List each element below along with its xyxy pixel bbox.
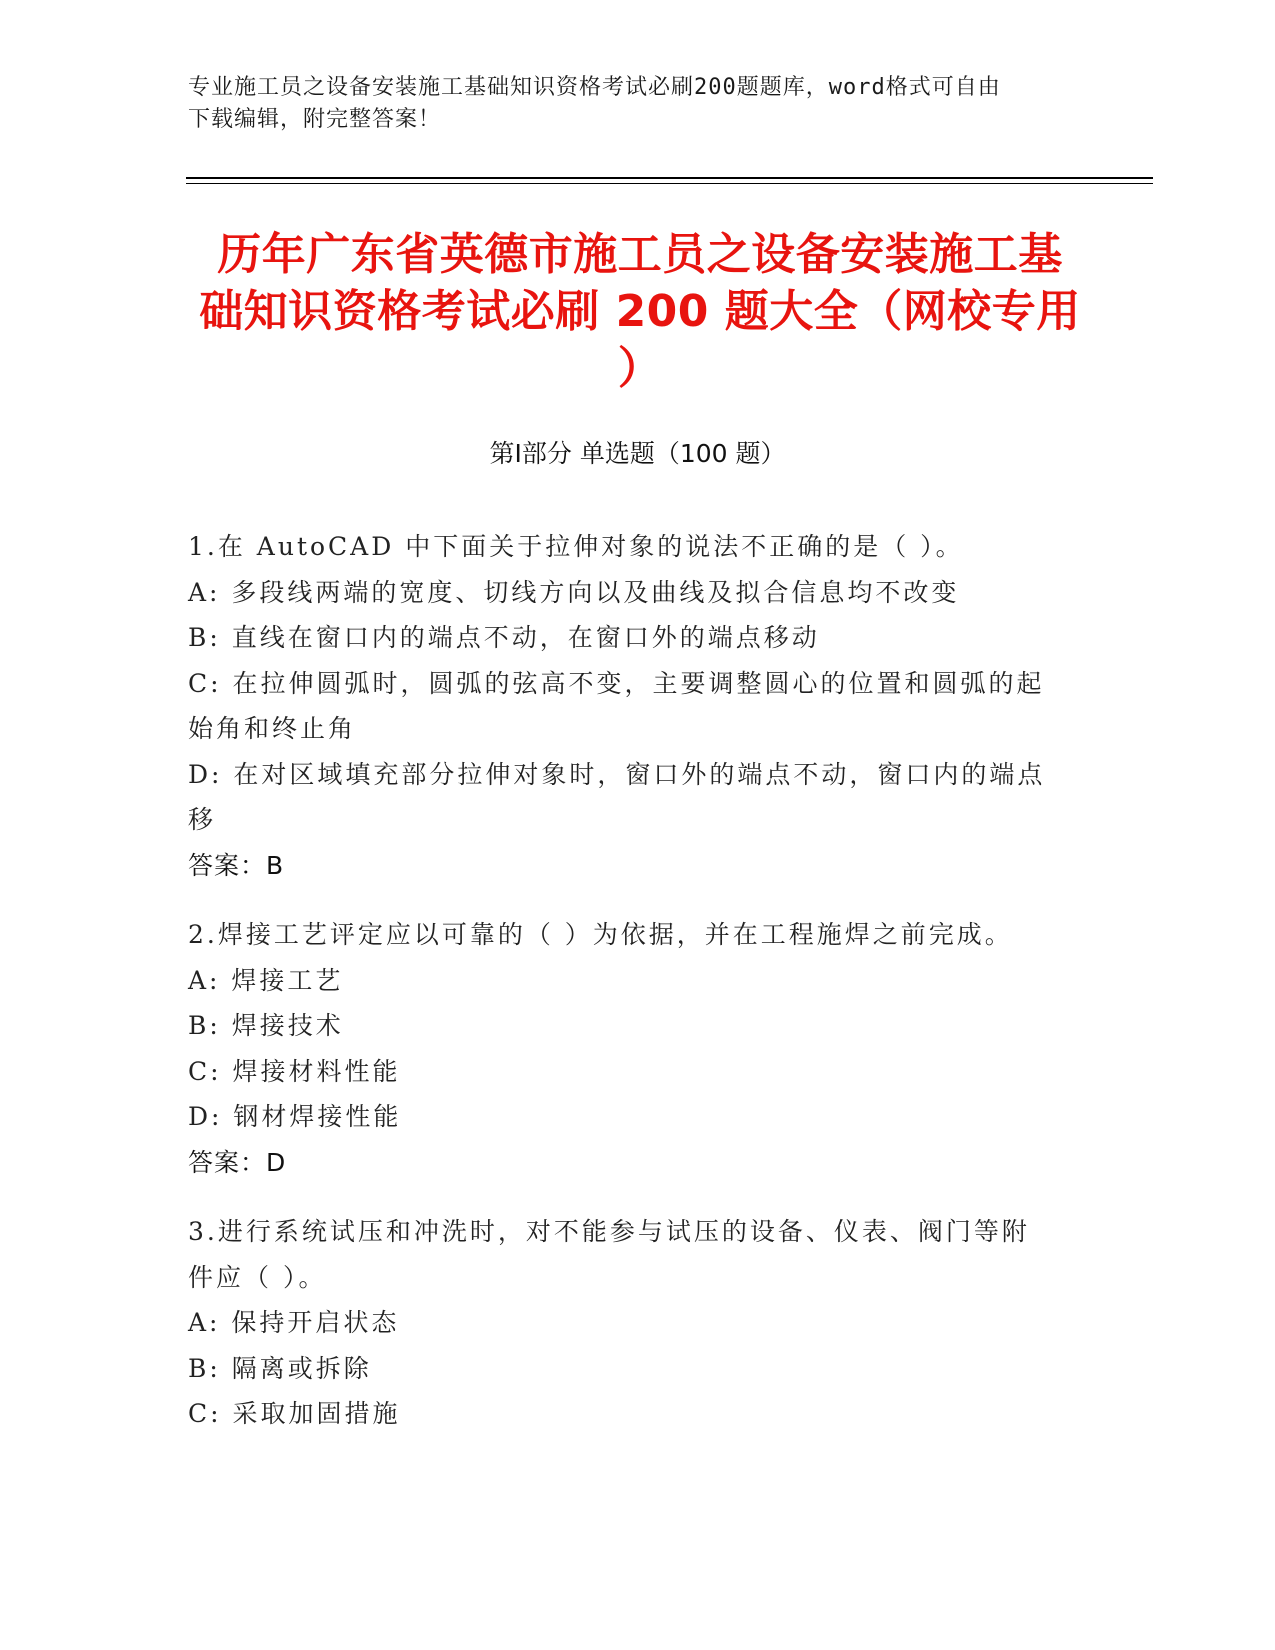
option-c: C: 采取加固措施 <box>188 1399 401 1428</box>
header-divider-thick <box>186 177 1153 179</box>
header-note <box>188 72 1068 136</box>
option-b: B: 隔离或拆除 <box>188 1353 372 1383</box>
header-note-line: 专业施工员之设备安装施工基础知识资格考试必刷200题题库，word格式可自由 <box>188 75 1001 100</box>
title-line: 础知识资格考试必刷 200 题大全（网校专用 <box>199 286 1081 337</box>
question-stem-continued: 件应（ ）。 <box>188 1262 327 1292</box>
option-a: A: 焊接工艺 <box>188 965 344 995</box>
answer-label: 答案：D <box>188 1147 287 1177</box>
option-c-continued: 始角和终止角 <box>188 714 357 743</box>
document-title <box>190 226 1090 397</box>
question-stem: 3.进行系统试压和冲洗时，对不能参与试压的设备、仪表、阀门等附 <box>188 1217 1030 1246</box>
option-c: C: 焊接材料性能 <box>188 1056 401 1086</box>
title-line: ） <box>617 343 663 394</box>
option-a: A: 多段线两端的宽度、切线方向以及曲线及拟合信息均不改变 <box>188 577 960 607</box>
option-b: B: 焊接技术 <box>188 1011 344 1040</box>
question-3 <box>188 1209 1088 1437</box>
question-list <box>188 524 1088 1461</box>
option-d-continued: 移 <box>188 805 217 834</box>
option-b: B: 直线在窗口内的端点不动，在窗口外的端点移动 <box>188 623 820 652</box>
question-stem: 1.在 AutoCAD 中下面关于拉伸对象的说法不正确的是（ ）。 <box>188 532 964 561</box>
question-2 <box>188 912 1088 1185</box>
header-note-line: 下载编辑，附完整答案！ <box>188 107 442 132</box>
header-divider-thin <box>186 183 1153 184</box>
answer-label: 答案：B <box>188 850 285 880</box>
option-a: A: 保持开启状态 <box>188 1308 400 1337</box>
option-d: D: 钢材焊接性能 <box>188 1102 402 1131</box>
question-stem: 2.焊接工艺评定应以可靠的（ ）为依据，并在工程施焊之前完成。 <box>188 920 1013 949</box>
title-line: 历年广东省英德市施工员之设备安装施工基 <box>217 229 1063 280</box>
question-1 <box>188 524 1088 888</box>
option-c: C: 在拉伸圆弧时，圆弧的弦高不变，主要调整圆心的位置和圆弧的起 <box>188 668 1045 698</box>
option-d: D: 在对区域填充部分拉伸对象时，窗口外的端点不动，窗口内的端点 <box>188 759 1046 789</box>
section-heading: 第Ⅰ部分 单选题（100 题） <box>489 439 786 468</box>
